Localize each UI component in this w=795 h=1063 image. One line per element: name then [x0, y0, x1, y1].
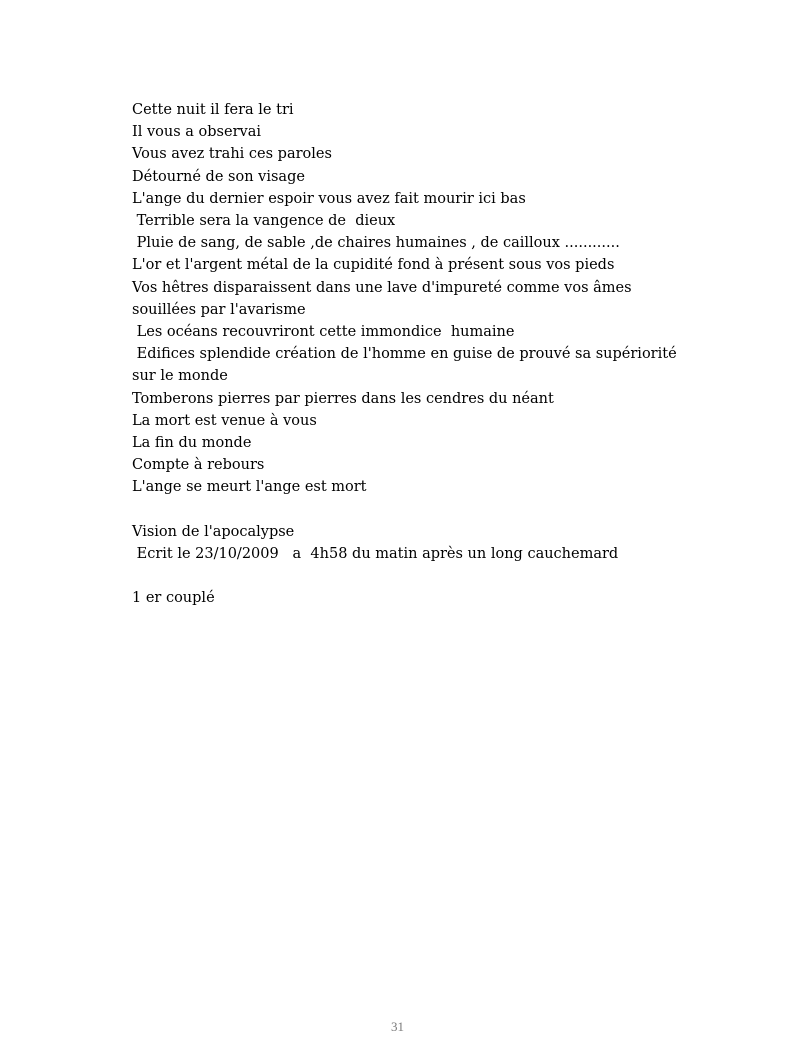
poem-line: Les océans recouvriront cette immondice humaine [132, 324, 515, 341]
page-number: 31 [391, 1019, 404, 1034]
poem-title: Vision de l'apocalypse [132, 523, 295, 540]
poem-line: La fin du monde [132, 435, 252, 452]
poem-body [132, 99, 677, 610]
poem-line: Pluie de sang, de sable ,de chaires humaines , de cailloux ............ [132, 235, 620, 252]
couplet-note: 1 er couplé [132, 590, 215, 607]
stanza-gap [132, 565, 664, 587]
stanza-gap [132, 499, 664, 521]
poem-line: Terrible sera la vangence de dieux [132, 213, 396, 230]
poem-line: Edifices splendide création de l'homme en guise de prouvé sa supériorité [132, 346, 677, 363]
poem-line: Il vous a observai [132, 124, 261, 141]
poem-line: Tomberons pierres par pierres dans les cendres du néant [132, 390, 554, 407]
poem-line: souillées par l'avarisme [132, 301, 306, 318]
poem-line: La mort est venue à vous [132, 412, 317, 429]
poem-line: L'ange du dernier espoir vous avez fait mourir ici bas [132, 190, 526, 207]
poem-line: sur le monde [132, 368, 228, 385]
poem-line: Vous avez trahi ces paroles [132, 146, 332, 163]
poem-line: Cette nuit il fera le tri [132, 102, 294, 118]
poem-line: Détourné de son visage [132, 168, 305, 185]
poem-line: L'or et l'argent métal de la cupidité fond à présent sous vos pieds [132, 257, 615, 274]
poem-line: Vos hêtres disparaissent dans une lave d'impureté comme vos âmes [132, 279, 632, 296]
poem-line: Compte à rebours [132, 457, 265, 474]
poem-line: L'ange se meurt l'ange est mort [132, 479, 367, 496]
poem-date-line: Ecrit le 23/10/2009 a 4h58 du matin après un long cauchemard [132, 546, 619, 563]
